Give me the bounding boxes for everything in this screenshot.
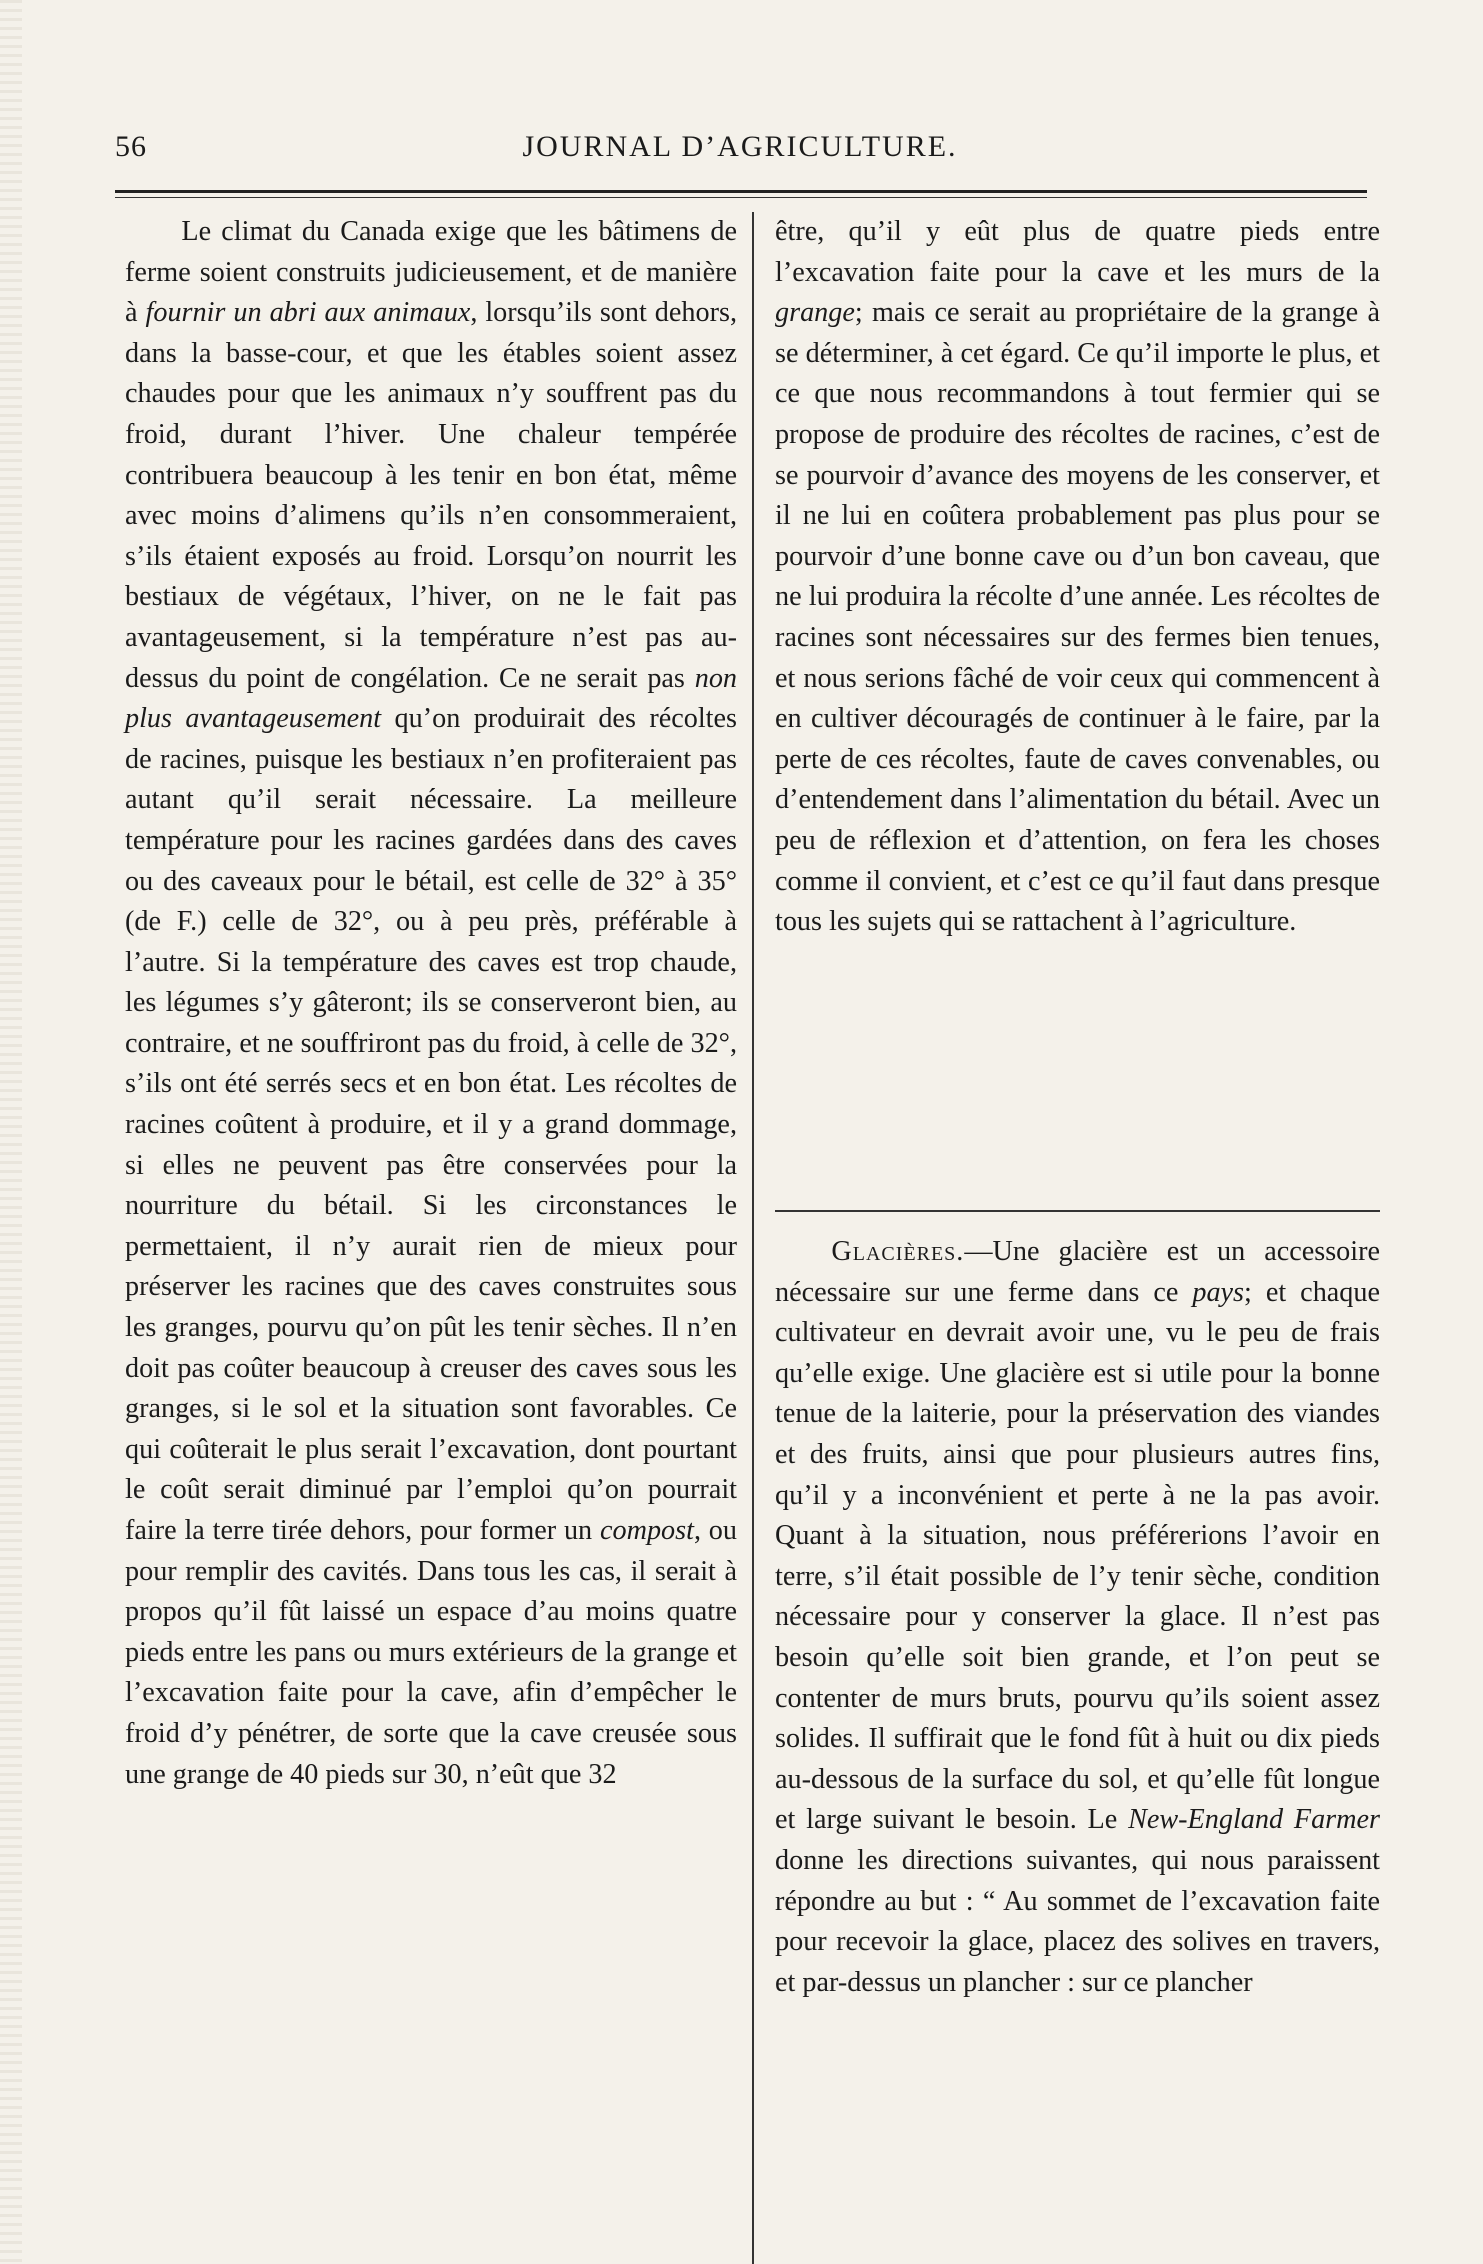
text-run: —Une glacière est un accessoire nécessaire sur une ferme dans ce bbox=[775, 1236, 1380, 1308]
page-number: 56 bbox=[115, 130, 147, 163]
page-binding-edge bbox=[0, 0, 22, 2264]
section-lead: Glacières. bbox=[831, 1236, 965, 1267]
text-run: être, qu’il y eût plus de quatre pieds entre l’excavation faite pour la cave et les murs de la bbox=[775, 216, 1380, 288]
running-title: JOURNAL D’AGRICULTURE. bbox=[522, 130, 958, 163]
italic-run: non plus avantageusement bbox=[125, 662, 737, 735]
text-run: , ou pour remplir des cavités. Dans tous les cas, il serait à propos qu’il fût laissé un espace d’au moins quatre pieds entre les pans ou murs extérieurs de la grange et l’excavation faite pour la cave, afin d’empêcher le froid d’y pénétrer, de sorte que la cave creusée sous une grange de 40 pieds sur 30, n’eût que 32 bbox=[125, 1515, 737, 1790]
paragraph-caves bbox=[125, 212, 737, 1795]
right-column-bottom bbox=[775, 1232, 1380, 2003]
italic-run: pays bbox=[1192, 1276, 1245, 1308]
column-divider bbox=[752, 212, 754, 2264]
section-rule bbox=[775, 1210, 1380, 1212]
paragraph-glacieres bbox=[775, 1232, 1380, 2003]
text-run: , lorsqu’ils sont dehors, dans la basse-cour, et que les étables soient assez chaudes pour que les animaux n’y souffrent pas du froid, durant l’hiver. Une chaleur tempérée contribuera beaucoup à les tenir en bon état, même avec moins d’alimens qu’ils n’en consommeraient, s’ils étaient exposés au froid. Lorsqu’on nourrit les bestiaux de végétaux, l’hiver, on ne le fait pas avantageusement, si la température n’est pas au-dessus du point de congélation. Ce ne serait pas bbox=[125, 297, 738, 694]
text-run: donne les directions suivantes, qui nous paraissent répondre au but : “ Au sommet de l’excavation faite pour recevoir la glace, placez des solives en travers, et par-dessus un plancher : sur ce plancher bbox=[775, 1844, 1380, 1998]
left-column bbox=[125, 212, 737, 1795]
text-run: ; et chaque cultivateur en devrait avoir une, vu le peu de frais qu’elle exige. Une glacière est si utile pour la bonne tenue de la laiterie, pour la préservation des viandes et des fruits, ainsi que pour plusieurs autres fins, qu’il y a inconvénient et perte à ne la pas avoir. Quant à la situation, nous préférerions l’avoir en terre, s’il était possible de l’y tenir sèche, condition nécessaire pour y conserver la glace. Il n’est pas besoin qu’elle soit bien grande, et l’on peut se contenter de murs bruts, pourvu qu’ils soient assez solides. Il suffirait que le fond fût à huit ou dix pieds au-dessous de la surface du sol, et qu’elle fût longue et large suivant le besoin. Le bbox=[775, 1276, 1380, 1836]
italic-run: New-England Farmer bbox=[1128, 1804, 1380, 1836]
text-run: ; mais ce serait au propriétaire de la grange à se déterminer, à cet égard. Ce qu’il importe le plus, et ce que nous recommandons à tout fermier qui se propose de produire des récoltes de racines, c’est de se pourvoir d’avance des moyens de les conserver, et il ne lui en coûtera probablement pas plus pour se pourvoir d’une bonne cave ou d’un bon caveau, que ne lui produira la récolte d’une année. Les récoltes de racines sont nécessaires sur des fermes bien tenues, et nous serions fâché de voir ceux qui commencent à en cultiver découragés de continuer à le faire, par la perte de ces récoltes, faute de caves convenables, ou d’entendement dans l’alimentation du bétail. Avec un peu de réflexion et d’attention, on fera les choses comme il convient, et c’est ce qu’il faut dans presque tous les sujets qui se rattachent à l’agriculture. bbox=[775, 297, 1380, 938]
text-run: Le climat du Canada exige que les bâtimens de ferme soient construits judicieusement, et de manière à bbox=[125, 216, 737, 329]
text-run: qu’on produirait des récoltes de racines, puisque les bestiaux n’en profiteraient pas autant qu’il serait nécessaire. La meilleure température pour les racines gardées dans des caves ou des caveaux pour le bétail, est celle de 32° à 35° (de F.) celle de 32°, ou à peu près, préférable à l’autre. Si la température des caves est trop chaude, les légumes s’y gâteront; ils se conserveront bien, au contraire, et ne souffriront pas du froid, à celle de 32°, s’ils ont été serrés secs et en bon état. Les récoltes de racines coûtent à produire, et il y a grand dommage, si elles ne peuvent pas être conservées pour la nourriture du bétail. Si les circonstances le permettaient, il n’y aurait rien de mieux pour préserver les racines que des caves construites sous les granges, pourvu qu’on pût les tenir sèches. Il n’en doit pas coûter beaucoup à creuser des caves sous les granges, si le sol et la situation sont favorables. Ce qui coûterait le plus serait l’excavation, dont pourtant le coût serait diminué par l’emploi qu’on pourrait faire la terre tirée dehors, pour former un bbox=[125, 703, 737, 1546]
page-header bbox=[115, 130, 1365, 180]
italic-run: compost bbox=[599, 1515, 694, 1546]
paragraph-caves-continued bbox=[775, 212, 1380, 943]
header-rule-thin bbox=[115, 197, 1367, 198]
header-rule-thick bbox=[115, 190, 1367, 193]
right-column-top bbox=[775, 212, 1380, 943]
italic-run: grange bbox=[775, 297, 855, 329]
italic-run: fournir un abri aux animaux bbox=[145, 297, 471, 329]
